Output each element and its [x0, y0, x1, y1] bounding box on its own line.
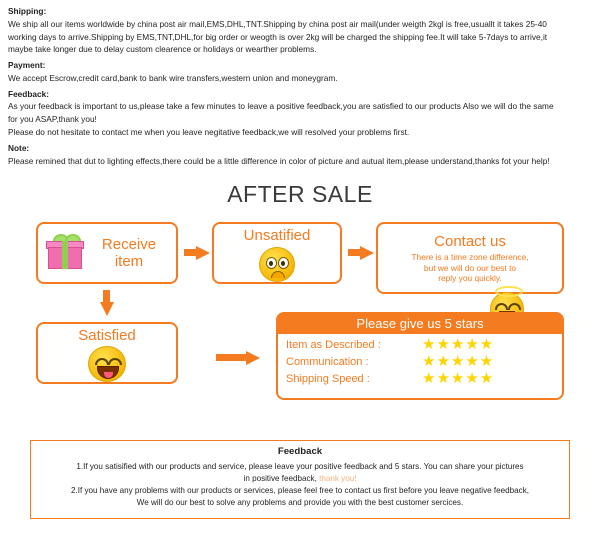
- flow-box-contact-us: [376, 222, 564, 294]
- after-sale-heading: AFTER SALE: [227, 181, 373, 208]
- shipping-section: [8, 6, 592, 56]
- stars-row-item-as-described: [286, 337, 556, 352]
- feedback-instructions-box: [30, 440, 570, 519]
- shipping-title: Shipping:: [8, 6, 47, 16]
- stars-banner-label: Please give us 5 stars: [278, 314, 562, 334]
- stars-row-label: Communication :: [286, 355, 369, 368]
- contact-us-subtext: [411, 252, 528, 284]
- feedback-line-2: for you ASAP,thank you!: [8, 114, 97, 125]
- stars-row-rating[interactable]: ★★★★★: [422, 353, 495, 371]
- feedback-box-line-2a: 2.If you have any problems with our products or services, please feel free to contact us first before you leave negative feedback,: [71, 486, 529, 496]
- shipping-line-3: maybe take longer due to delay custom clearence or holidays or wearther problems.: [8, 44, 317, 55]
- stars-row-rating[interactable]: ★★★★★: [422, 336, 495, 354]
- policy-text-block: [0, 0, 600, 167]
- contact-us-label: Contact us: [434, 233, 506, 250]
- stars-row-shipping-speed: [286, 371, 556, 386]
- feedback-box-thanks-text: thank you!: [319, 474, 357, 484]
- unsatisfied-label: Unsatified: [243, 227, 311, 245]
- contact-us-sub-line-1: There is a time zone difference,: [411, 252, 529, 263]
- stars-row-communication: [286, 354, 556, 369]
- satisfied-label: Satisfied: [78, 327, 136, 345]
- happy-face-icon: [88, 346, 126, 383]
- stars-row-label: Item as Described :: [286, 338, 381, 351]
- payment-title: Payment:: [8, 60, 46, 71]
- flow-box-receive-item: [36, 222, 178, 284]
- rating-stars-panel: [276, 312, 564, 400]
- contact-us-sub-line-2: but we will do our best to: [423, 262, 517, 273]
- flow-box-unsatisfied: [212, 222, 342, 284]
- note-title: Note:: [8, 142, 30, 153]
- receive-item-line-2: item: [114, 253, 144, 271]
- note-line-1: Please remined that dut to lighting effects,there could be a little difference in color of picture and autual item,please understand,thanks fot your help!: [8, 155, 550, 166]
- feedback-box-line-1b-main: in positive feedback,: [243, 474, 317, 484]
- flow-box-satisfied: [36, 322, 178, 384]
- feedback-section: [8, 89, 592, 139]
- shipping-line-2: working days to arrive.Shipping by EMS,TNT,DHL,for big order or weogth is over 2kg will be charged the shipping fee.It will take 5-7days to arrive,it: [8, 31, 548, 42]
- note-section: [8, 143, 592, 168]
- shipping-line-1: We ship all our items worldwide by china post air mail,EMS,DHL,TNT.Shipping by china post air mail(under weigth 2kgl is free,usuallt it takes 25-40: [8, 18, 547, 29]
- contact-us-sub-line-3: reply you quickly.: [438, 273, 502, 284]
- payment-section: [8, 60, 592, 85]
- feedback-line-1: As your feedback is important to us,please take a few minutes to leave a positive feedback,you are satisfied to our products Also we will do the same: [8, 101, 554, 112]
- feedback-box-line-2b: We will do our best to solve any problems and provide you with the best customer sercices.: [136, 498, 464, 508]
- after-sale-flow-diagram: [0, 214, 600, 434]
- stars-row-label: Shipping Speed :: [286, 372, 370, 385]
- stars-row-rating[interactable]: ★★★★★: [422, 370, 495, 388]
- payment-line-1: We accept Escrow,credit card,bank to bank wire transfers,western union and moneygram.: [8, 72, 338, 83]
- feedback-line-3: Please do not hesitate to contact me when you leave negitative feedback,we will resolved your problems first.: [8, 127, 410, 138]
- stars-rows: [278, 334, 562, 386]
- receive-item-line-1: Receive: [101, 236, 157, 254]
- feedback-title: Feedback:: [8, 88, 50, 99]
- feedback-box-line-1a: 1.If you satisified with our products and service, please leave your positive feedback and 5 stars. You can share your pictures: [76, 462, 524, 471]
- gift-icon: [48, 237, 82, 269]
- feedback-box-line-1b: [39, 473, 561, 485]
- receive-item-label: [82, 236, 176, 271]
- sad-face-icon: [259, 247, 295, 283]
- feedback-box-title: Feedback: [277, 446, 323, 457]
